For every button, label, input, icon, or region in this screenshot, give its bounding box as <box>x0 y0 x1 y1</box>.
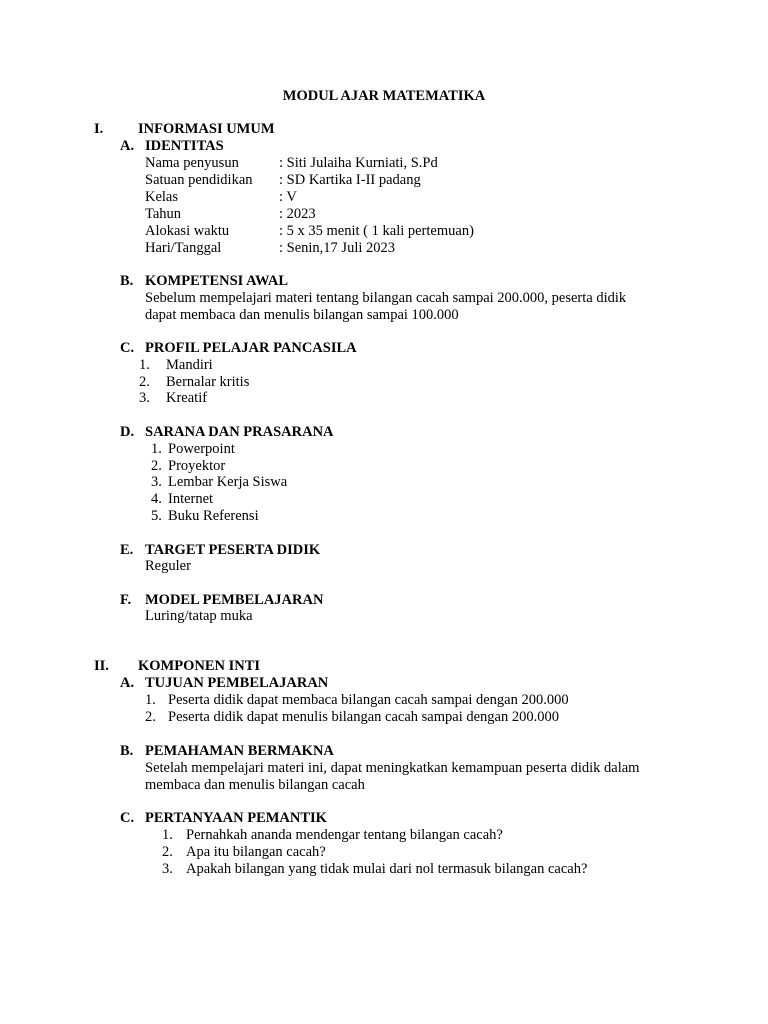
tujuan-pembelajaran-heading: TUJUAN PEMBELAJARAN <box>145 675 329 691</box>
list-item: Bernalar kritis <box>166 374 250 390</box>
subsection-letter: D. <box>120 424 135 440</box>
list-item: Pernahkah ananda mendengar tentang bilangan cacah? <box>186 827 503 843</box>
identitas-label: Kelas <box>145 189 179 205</box>
identitas-label: Alokasi waktu <box>145 223 230 239</box>
section-1-heading: INFORMASI UMUM <box>138 121 275 137</box>
identitas-value: : SD Kartika I-II padang <box>279 172 421 188</box>
list-number: 2. <box>162 844 173 860</box>
list-item: Lembar Kerja Siswa <box>168 474 288 490</box>
subsection-letter: B. <box>120 743 134 759</box>
list-number: 1. <box>162 827 173 843</box>
list-number: 4. <box>151 491 162 507</box>
section-1-number: I. <box>94 121 104 137</box>
subsection-letter: E. <box>120 542 134 558</box>
model-pembelajaran-heading: MODEL PEMBELAJARAN <box>145 592 324 608</box>
profil-pelajar-heading: PROFIL PELAJAR PANCASILA <box>145 340 357 356</box>
list-item: Peserta didik dapat membaca bilangan cacah sampai dengan 200.000 <box>168 692 569 708</box>
sarana-heading: SARANA DAN PRASARANA <box>145 424 334 440</box>
list-item: Buku Referensi <box>168 508 259 524</box>
paragraph-line: Luring/tatap muka <box>145 608 253 624</box>
target-peserta-heading: TARGET PESERTA DIDIK <box>145 542 321 558</box>
list-item: Apakah bilangan yang tidak mulai dari nol termasuk bilangan cacah? <box>186 861 588 877</box>
subsection-letter: A. <box>120 675 135 691</box>
identitas-value: : V <box>279 189 297 205</box>
document-title: MODUL AJAR MATEMATIKA <box>282 88 486 104</box>
paragraph-line: Sebelum mempelajari materi tentang bilangan cacah sampai 200.000, peserta didik <box>145 290 627 306</box>
identitas-value: : Senin,17 Juli 2023 <box>279 240 396 256</box>
subsection-letter: C. <box>120 340 135 356</box>
paragraph-line: dapat membaca dan menulis bilangan sampai 100.000 <box>145 307 459 323</box>
list-item: Proyektor <box>168 458 226 474</box>
list-number: 2. <box>139 374 150 390</box>
list-number: 1. <box>151 441 162 457</box>
section-2-number: II. <box>94 658 109 674</box>
list-number: 1. <box>139 357 150 373</box>
pertanyaan-pemantik-heading: PERTANYAAN PEMANTIK <box>145 810 327 826</box>
list-number: 3. <box>162 861 173 877</box>
kompetensi-awal-heading: KOMPETENSI AWAL <box>145 273 289 289</box>
list-number: 3. <box>151 474 162 490</box>
list-item: Mandiri <box>166 357 213 373</box>
list-item: Powerpoint <box>168 441 235 457</box>
identitas-heading: IDENTITAS <box>145 138 224 154</box>
list-item: Peserta didik dapat menulis bilangan cacah sampai dengan 200.000 <box>168 709 559 725</box>
identitas-label: Satuan pendidikan <box>145 172 253 188</box>
list-number: 2. <box>145 709 156 725</box>
identitas-label: Hari/Tanggal <box>145 240 222 256</box>
list-item: Kreatif <box>166 390 208 406</box>
identitas-label: Nama penyusun <box>145 155 239 171</box>
identitas-value: : 2023 <box>279 206 316 222</box>
subsection-letter: C. <box>120 810 135 826</box>
list-item: Apa itu bilangan cacah? <box>186 844 326 860</box>
subsection-letter: A. <box>120 138 135 154</box>
list-number: 3. <box>139 390 150 406</box>
list-number: 5. <box>151 508 162 524</box>
paragraph-line: Reguler <box>145 558 191 574</box>
paragraph-line: membaca dan menulis bilangan cacah <box>145 777 365 793</box>
identitas-value: : Siti Julaiha Kurniati, S.Pd <box>279 155 438 171</box>
list-number: 2. <box>151 458 162 474</box>
section-2-heading: KOMPONEN INTI <box>138 658 261 674</box>
list-number: 1. <box>145 692 156 708</box>
list-item: Internet <box>168 491 214 507</box>
paragraph-line: Setelah mempelajari materi ini, dapat meningkatkan kemampuan peserta didik dalam <box>145 760 640 776</box>
identitas-value: : 5 x 35 menit ( 1 kali pertemuan) <box>279 223 474 239</box>
pemahaman-bermakna-heading: PEMAHAMAN BERMAKNA <box>145 743 334 759</box>
subsection-letter: B. <box>120 273 134 289</box>
subsection-letter: F. <box>120 592 132 608</box>
identitas-label: Tahun <box>145 206 182 222</box>
